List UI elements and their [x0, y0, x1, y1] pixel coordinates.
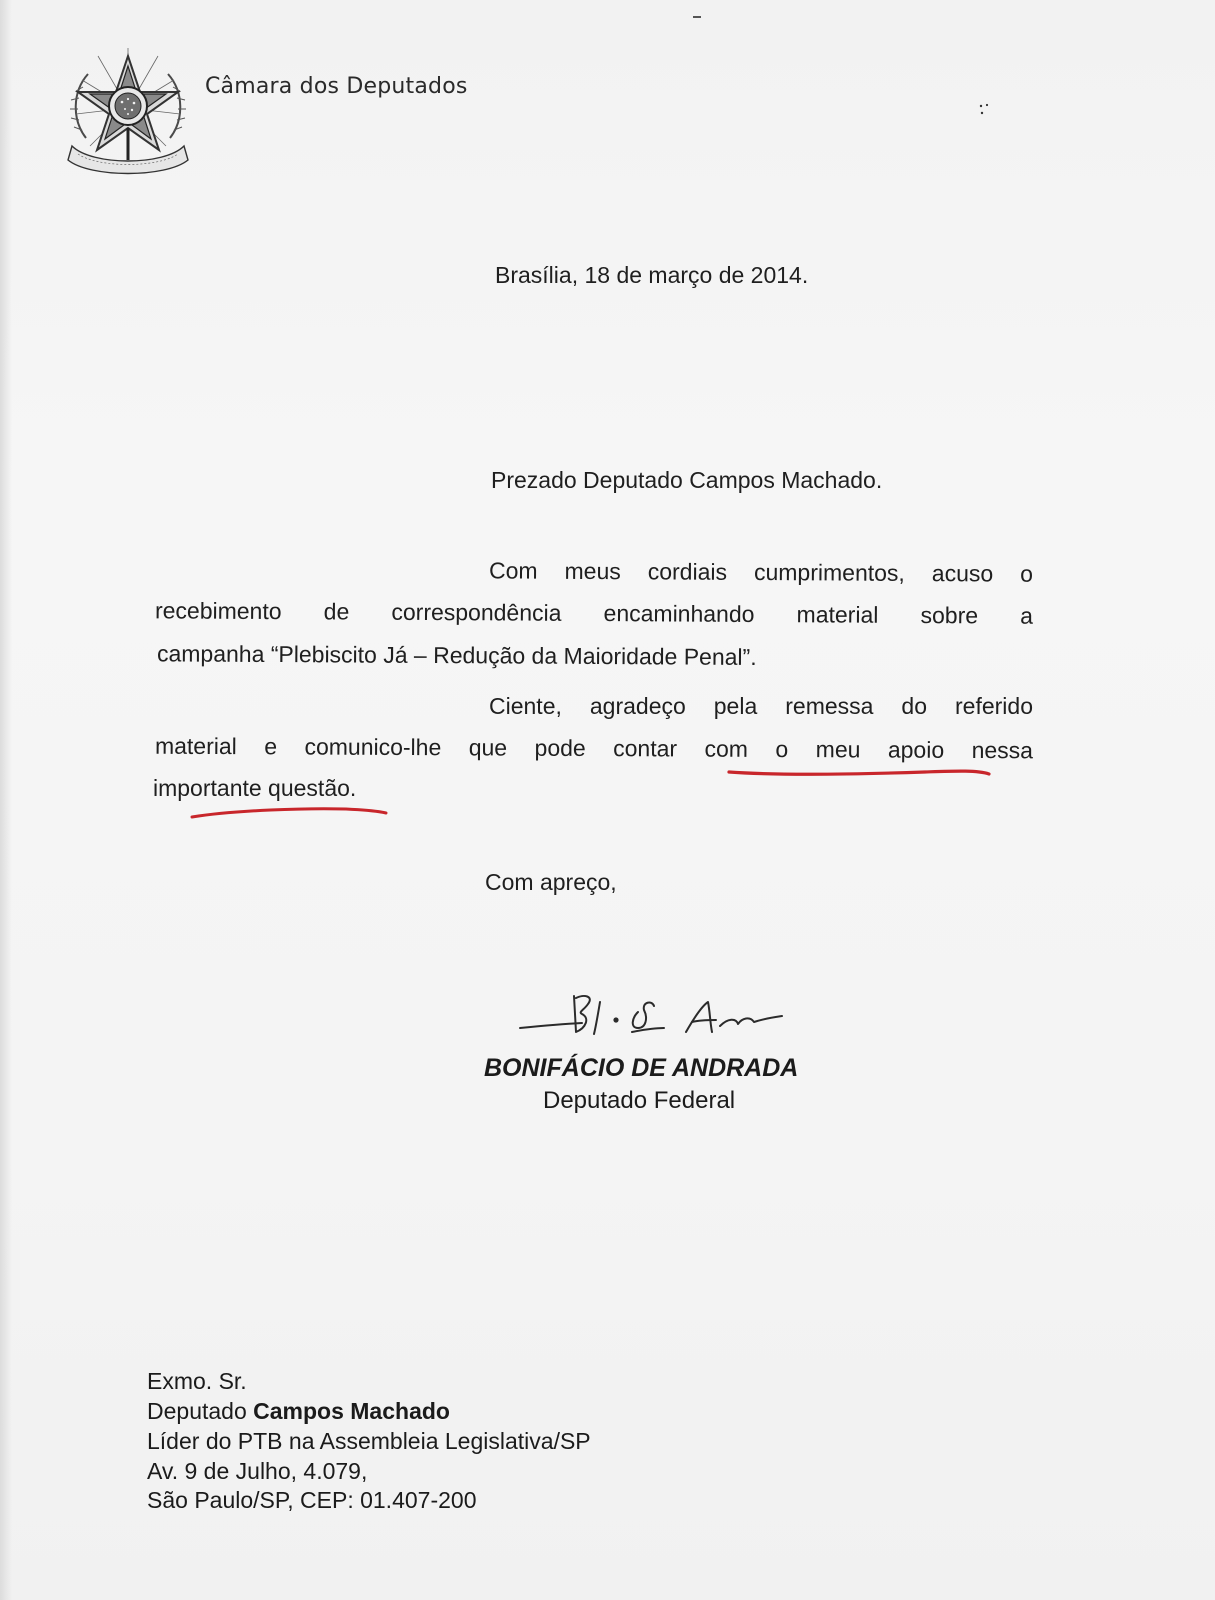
- scan-shadow: [0, 0, 12, 1600]
- scan-specks: [978, 102, 994, 118]
- salutation: Prezado Deputado Campos Machado.: [491, 467, 883, 493]
- recipient-name-line: [147, 1398, 450, 1425]
- closing: Com apreço,: [485, 869, 617, 895]
- recipient-title: Deputado: [147, 1398, 254, 1424]
- paragraph-1-line-2: recebimento de correspondência encaminhando material sobre a: [154, 597, 1034, 629]
- red-pen-underline-importante: [186, 803, 396, 825]
- paragraph-1-line-1: Com meus cordiais cumprimentos, acuso o: [488, 557, 1034, 587]
- handwritten-signature: [514, 988, 804, 1048]
- recipient-street: Av. 9 de Julho, 4.079,: [147, 1458, 368, 1484]
- date-line: Brasília, 18 de março de 2014.: [495, 262, 809, 288]
- signer-role: Deputado Federal: [543, 1087, 736, 1114]
- scan-mark: [693, 16, 701, 18]
- signer-name: BONIFÁCIO DE ANDRADA: [484, 1054, 799, 1082]
- recipient-salutation: Exmo. Sr.: [147, 1368, 247, 1394]
- paragraph-1-line-3: campanha “Plebiscito Já – Redução da Maioridade Penal”.: [156, 640, 757, 670]
- paragraph-2-line-2: material e comunico-lhe que pode contar com o meu apoio nessa: [154, 732, 1034, 764]
- paragraph-2-line-3: importante questão.: [153, 775, 357, 801]
- paragraph-2-line-1: Ciente, agradeço pela remessa do referido: [489, 693, 1033, 719]
- recipient-name: Campos Machado: [253, 1398, 450, 1424]
- institution-name: Câmara dos Deputados: [205, 74, 468, 99]
- brazil-coat-of-arms-seal: [62, 42, 194, 182]
- recipient-position: Líder do PTB na Assembleia Legislativa/SP: [147, 1428, 591, 1454]
- recipient-city-postal: São Paulo/SP, CEP: 01.407-200: [147, 1487, 477, 1513]
